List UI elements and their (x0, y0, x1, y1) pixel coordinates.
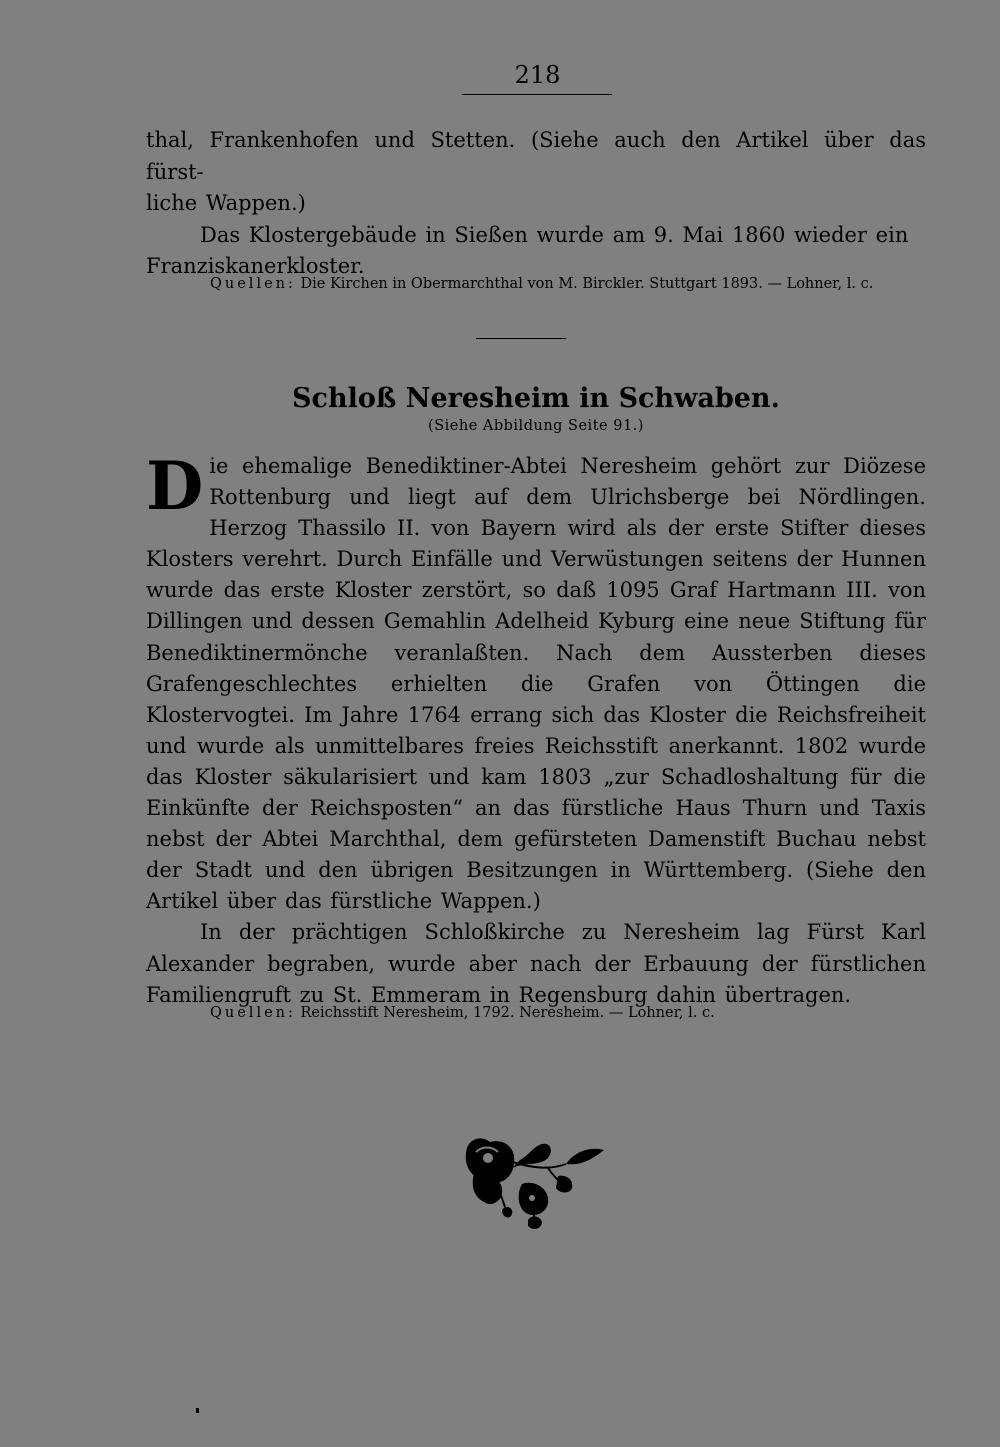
top-paragraph-line: liche Wappen.) (146, 191, 306, 216)
body-paragraph-text: ie ehemalige Benediktiner-Abtei Neresheim gehört zur Diözese Rottenburg und liegt auf dem Ulrichsberge bei Nördlingen. Herzog Thassilo II. von Bayern wird als der erste Stifter dieses Klosters verehrt. Durch Einfälle und Verwüstungen seitens der Hunnen wurde das erste Kloster zerstört, so daß 1095 Graf Hartmann III. von Dillingen und dessen Gemahlin Adelheid Kyburg eine neue Stiftung für Benediktinermönche veranlaßten. Nach dem Aussterben dieses Grafengeschlechtes erhielten die Grafen von Öttingen die Klostervogtei. Im Jahre 1764 errang sich das Kloster die Reichsfreiheit und wurde als unmittelbares freies Reichsstift anerkannt. 1802 wurde das Kloster säkularisiert und kam 1803 „zur Schadloshaltung für die Einkünfte der Reichsposten“ an das fürstliche Haus Thurn und Taxis nebst der Abtei Marchthal, dem gefürsteten Damenstift Buchau nebst der Stadt und den übrigen Besitzungen in Württemberg. (Siehe den Artikel über das fürstliche Wappen.) (146, 454, 926, 914)
body-paragraph: In der prächtigen Schloßkirche zu Neresheim lag Fürst Karl Alexander begraben, wurde aber nach der Erbauung der fürstlichen Familiengruft zu St. Emmeram in Regensburg dahin übertragen. (146, 920, 926, 1007)
section-subtitle: (Siehe Abbildung Seite 91.) (428, 418, 644, 434)
sources-label: Quellen: (210, 276, 296, 292)
drop-cap: D (146, 447, 204, 525)
page-number-rule (462, 94, 612, 95)
section-title: Schloß Neresheim in Schwaben. (292, 383, 780, 414)
paper-speck (196, 1408, 199, 1413)
sources-note (210, 1003, 940, 1023)
sources-note (210, 274, 940, 294)
body-paragraph (146, 447, 926, 917)
top-paragraph-line: thal, Frankenhofen und Stetten. (Siehe auch den Artikel über das fürst- (146, 128, 926, 184)
rose-ornament-icon (462, 1128, 612, 1233)
top-paragraph-line: Das Klostergebäude in Sießen wurde am 9. Mai 1860 wieder ein (200, 222, 909, 247)
top-paragraph-line: Franziskanerkloster. (146, 254, 365, 279)
top-paragraph (146, 125, 926, 283)
sources-text: Reichsstift Neresheim, 1792. Neresheim. — Lohner, l. c. (300, 1005, 715, 1021)
section-divider (476, 338, 566, 339)
section-body (146, 447, 926, 1011)
sources-label: Quellen: (210, 1005, 296, 1021)
sources-text: Die Kirchen in Obermarchthal von M. Birckler. Stuttgart 1893. — Lohner, l. c. (300, 276, 874, 292)
page-number: 218 (514, 61, 561, 89)
